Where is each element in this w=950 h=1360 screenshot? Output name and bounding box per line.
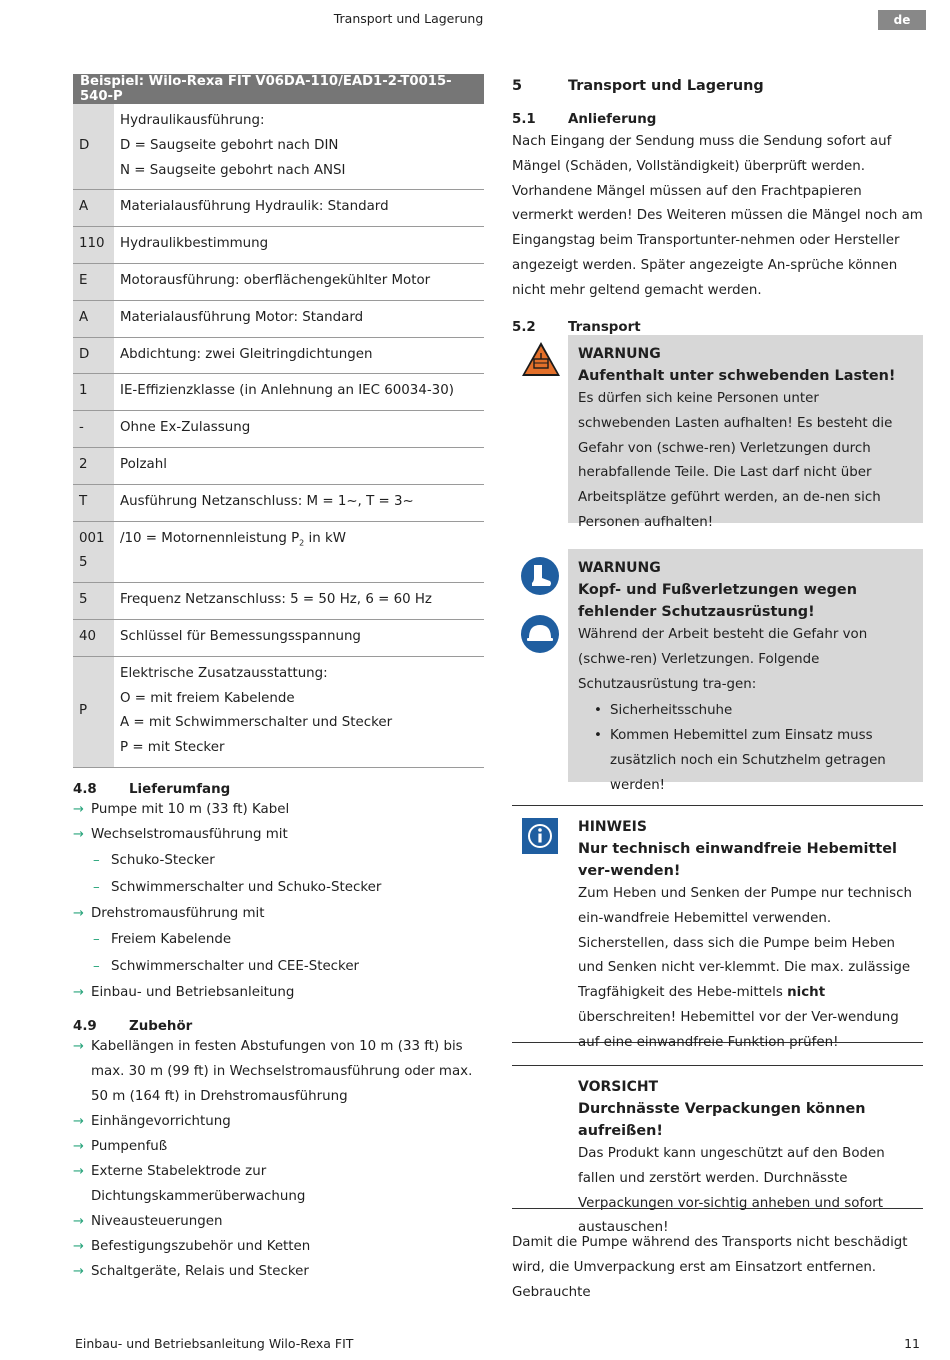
section-number: 5.2	[512, 319, 536, 335]
description-cell: IE-Effizienzklasse (in Anlehnung an IEC 60034-30)	[114, 374, 484, 411]
list-item-text: Schwimmerschalter und Schuko-Stecker	[111, 879, 382, 895]
left-column	[73, 74, 484, 1284]
section-number: 4.9	[73, 1018, 97, 1034]
list-item	[73, 1134, 484, 1159]
code-cell: A	[73, 300, 114, 337]
sub-list	[73, 926, 484, 980]
delivery-heading	[512, 112, 923, 127]
list-item-text: Drehstromausführung mit	[91, 905, 265, 921]
bullet-icon: •	[594, 728, 602, 744]
description-cell: Hydraulikbestimmung	[114, 227, 484, 264]
list-item-text: Einbau- und Betriebsanleitung	[91, 984, 295, 1000]
description-text: /10 = Motornennleistung P	[120, 530, 300, 546]
notice-body-emphasis: nicht	[787, 985, 826, 1001]
description-line: Elektrische Zusatzausstattung:	[120, 665, 328, 681]
arrow-right-icon: →	[73, 1238, 84, 1254]
section-number: 5.1	[512, 112, 536, 127]
dash-icon: –	[93, 958, 100, 974]
notice-label: HINWEIS	[578, 819, 647, 835]
description-cell: Ausführung Netzanschluss: M = 1~, T = 3~	[114, 484, 484, 521]
code-cell: E	[73, 263, 114, 300]
table-row	[73, 447, 484, 484]
section-number: 4.8	[73, 781, 97, 797]
notice-box	[512, 805, 923, 1050]
description-line: A = mit Schwimmerschalter und Stecker	[120, 715, 393, 731]
bullet-icon: •	[594, 703, 602, 719]
list-item-text: Kommen Hebemittel zum Einsatz muss zusätzlich noch ein Schutzhelm getragen werden!	[610, 728, 886, 793]
list-item-group	[73, 926, 484, 980]
list-item-text: Freiem Kabelende	[111, 931, 232, 947]
warning-body: Es dürfen sich keine Personen unter schwebenden Lasten aufhalten! Es besteht die Gefahr von (schwe-ren) Verletzungen durch herabfallende Teile. Die Last darf nicht über Arbeitsplätze geführt werden, an de-nen sich Personen aufhalten!	[578, 391, 893, 530]
dash-icon: –	[93, 852, 100, 868]
arrow-right-icon: →	[73, 984, 84, 1000]
code-cell: D	[73, 337, 114, 374]
code-cell: D	[73, 104, 114, 190]
arrow-right-icon: →	[73, 1138, 84, 1154]
description-line: P = mit Stecker	[120, 740, 225, 756]
section-title: Lieferumfang	[129, 781, 231, 797]
footer-document-title: Einbau- und Betriebsanleitung Wilo-Rexa FIT	[75, 1336, 354, 1351]
arrow-right-icon: →	[73, 1113, 84, 1129]
accessories-list	[73, 1034, 484, 1284]
right-column	[512, 74, 923, 335]
list-item-text: Pumpe mit 10 m (33 ft) Kabel	[91, 801, 290, 817]
section-title: Transport und Lagerung	[568, 78, 764, 94]
arrow-right-icon: →	[73, 1038, 84, 1054]
description-cell: Frequenz Netzanschluss: 5 = 50 Hz, 6 = 60 Hz	[114, 583, 484, 620]
description-line: O = mit freiem Kabelende	[120, 690, 295, 706]
code-cell: 1	[73, 374, 114, 411]
page-number: 11	[904, 1336, 920, 1351]
notice-body	[578, 882, 923, 1056]
code-cell: 2	[73, 447, 114, 484]
list-item	[73, 822, 484, 847]
section-number: 5	[512, 78, 523, 94]
table-row	[73, 484, 484, 521]
arrow-right-icon: →	[73, 826, 84, 842]
equipment-list	[578, 699, 913, 798]
list-item	[73, 1034, 484, 1109]
transport-closing-paragraph: Damit die Pumpe während des Transports nicht beschädigt wird, die Umverpackung erst am Einsatzort entfernen. Gebrauchte	[512, 1235, 908, 1300]
sub-list-item	[93, 847, 484, 874]
info-icon	[522, 818, 558, 854]
hanging-load-warning-icon	[520, 340, 562, 378]
caution-subtitle: Durchnässte Verpackungen können aufreißen!	[578, 1101, 866, 1139]
list-item	[73, 1109, 484, 1134]
description-cell	[114, 104, 484, 190]
list-item	[73, 1159, 484, 1209]
list-item-text: Einhängevorrichtung	[91, 1113, 231, 1129]
section-title: Transport	[568, 319, 641, 335]
arrow-right-icon: →	[73, 1213, 84, 1229]
description-cell: Materialausführung Hydraulik: Standard	[114, 190, 484, 227]
arrow-right-icon: →	[73, 905, 84, 921]
code-cell: T	[73, 484, 114, 521]
page-header-title: Transport und Lagerung	[333, 11, 484, 26]
warning-box-protective-equipment	[568, 549, 923, 793]
language-badge: de	[878, 10, 926, 30]
warning-label: WARNUNG	[578, 346, 661, 362]
delivery-paragraph: Nach Eingang der Sendung muss die Sendung sofort auf Mängel (Schäden, Vollständigkeit) überprüft werden. Vorhandene Mängel müssen auf den Frachtpapieren vermerkt werden! Des Weiteren müssen die Mängel noch am Eingangstag beim Transportunter-nehmen oder Hersteller angezeigt werden. Später angezeigte An-sprüche können nicht mehr geltend gemacht werden.	[512, 134, 923, 298]
table-row	[73, 300, 484, 337]
warning-subtitle: Kopf- und Fußverletzungen wegen fehlender Schutzausrüstung!	[578, 582, 857, 620]
table-row	[73, 190, 484, 227]
dash-icon: –	[93, 931, 100, 947]
transport-heading	[512, 320, 923, 335]
list-item	[73, 1234, 484, 1259]
sub-list	[73, 847, 484, 901]
warning-subtitle: Aufenthalt unter schwebenden Lasten!	[578, 368, 896, 384]
table-row	[73, 337, 484, 374]
scope-heading	[73, 782, 484, 797]
table-row	[73, 263, 484, 300]
warning-label: WARNUNG	[578, 560, 661, 576]
subscript: 2	[299, 538, 305, 548]
table-row	[73, 374, 484, 411]
description-cell: Motorausführung: oberflächengekühlter Motor	[114, 263, 484, 300]
caution-label: VORSICHT	[578, 1079, 659, 1095]
list-item-group	[73, 847, 484, 901]
description-text: in kW	[304, 530, 346, 546]
warning-body: Während der Arbeit besteht die Gefahr von (schwe-ren) Verletzungen. Folgende Schutzausrüstung tra-gen:	[578, 627, 868, 692]
caution-body: Das Produkt kann ungeschützt auf den Boden fallen und zerstört werden. Durchnässte Verpackungen vor-sichtig anheben und sofort austauschen!	[578, 1146, 885, 1236]
description-cell: Schlüssel für Bemessungsspannung	[114, 619, 484, 656]
list-item-text: Wechselstromausführung mit	[91, 826, 288, 842]
list-item-text: Schaltgeräte, Relais und Stecker	[91, 1263, 309, 1279]
dash-icon: –	[93, 879, 100, 895]
arrow-right-icon: →	[73, 1163, 84, 1179]
list-item	[594, 724, 913, 798]
list-item-text: Externe Stabelektrode zur Dichtungskammerüberwachung	[91, 1163, 306, 1204]
table-row	[73, 227, 484, 264]
table-row	[73, 583, 484, 620]
warning-box-hanging-loads	[568, 335, 923, 530]
list-item-text: Kabellängen in festen Abstufungen von 10 m (33 ft) bis max. 30 m (99 ft) in Wechselstromausführung oder max. 50 m (164 ft) in Drehstromausführung	[91, 1038, 473, 1104]
description-line: Hydraulikausführung:	[120, 113, 265, 128]
sub-list-item	[93, 926, 484, 953]
accessories-heading	[73, 1019, 484, 1034]
safety-helmet-icon	[520, 614, 560, 654]
description-cell: Polzahl	[114, 447, 484, 484]
caution-box	[512, 1065, 923, 1236]
code-cell: A	[73, 190, 114, 227]
list-item	[73, 1209, 484, 1234]
notice-subtitle: Nur technisch einwandfreie Hebemittel ver-wenden!	[578, 841, 897, 879]
type-code-table	[73, 74, 484, 768]
code-cell: 40	[73, 619, 114, 656]
sub-list-item	[93, 874, 484, 901]
notice-body-text: überschreiten! Hebemittel vor der Ver-wendung auf eine einwandfreie Funktion prüfen!	[578, 1009, 899, 1050]
table-row	[73, 521, 484, 583]
code-cell: 001 5	[73, 521, 114, 583]
code-cell: 110	[73, 227, 114, 264]
list-item-text: Sicherheitsschuhe	[610, 703, 733, 719]
section-title: Zubehör	[129, 1018, 193, 1034]
list-item	[73, 901, 484, 926]
list-item	[594, 699, 913, 724]
list-item	[73, 1259, 484, 1284]
list-item-text: Pumpenfuß	[91, 1138, 168, 1154]
code-cell: 5	[73, 583, 114, 620]
safety-boots-icon	[520, 556, 560, 596]
list-item-text: Schuko-Stecker	[111, 852, 215, 868]
table-row	[73, 619, 484, 656]
table-row	[73, 104, 484, 190]
description-cell	[114, 521, 484, 583]
table-row	[73, 656, 484, 767]
list-item-text: Schwimmerschalter und CEE-Stecker	[111, 958, 360, 974]
description-cell: Abdichtung: zwei Gleitringdichtungen	[114, 337, 484, 374]
list-item	[73, 980, 484, 1005]
table-title: Beispiel: Wilo-Rexa FIT V06DA-110/EAD1-2-T0015-540-P	[73, 74, 484, 104]
arrow-right-icon: →	[73, 1263, 84, 1279]
section-5-heading	[512, 78, 923, 94]
table-row	[73, 411, 484, 448]
list-item-text: Niveausteuerungen	[91, 1213, 223, 1229]
code-cell: P	[73, 656, 114, 767]
arrow-right-icon: →	[73, 801, 84, 817]
list-item	[73, 797, 484, 822]
scope-list	[73, 797, 484, 1005]
code-cell: -	[73, 411, 114, 448]
description-line: D = Saugseite gebohrt nach DIN	[120, 137, 339, 153]
description-cell	[114, 656, 484, 767]
description-cell: Materialausführung Motor: Standard	[114, 300, 484, 337]
description-line: N = Saugseite gebohrt nach ANSI	[120, 162, 346, 178]
description-cell: Ohne Ex-Zulassung	[114, 411, 484, 448]
notice-body-text: Zum Heben und Senken der Pumpe nur technisch ein-wandfreie Hebemittel verwenden. Sicherstellen, dass sich die Pumpe beim Heben und Senken nicht ver-klemmt. Die max. zulässige Tragfähigkeit des Hebe-mittels	[578, 886, 912, 1001]
list-item-text: Befestigungszubehör und Ketten	[91, 1238, 311, 1254]
section-title: Anlieferung	[568, 112, 657, 127]
sub-list-item	[93, 953, 484, 980]
